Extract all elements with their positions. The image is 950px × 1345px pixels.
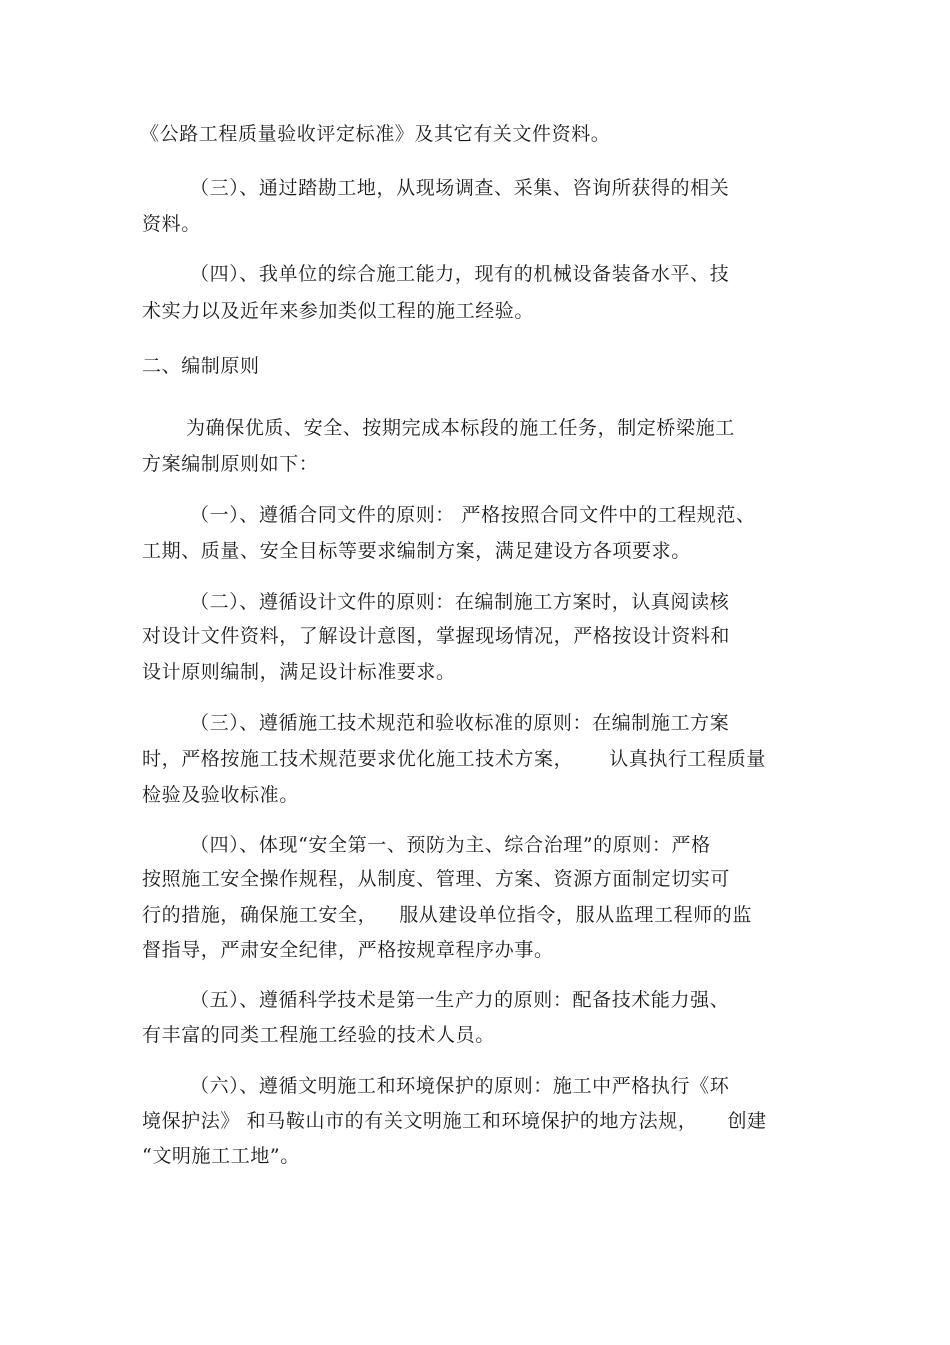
line-text: （四）、我单位的综合施工能力，现有的机械设备装备水平、技 <box>190 263 730 285</box>
line-text-tail: 认真执行工程质量 <box>609 748 767 770</box>
line-text: 为确保优质、安全、按期完成本标段的施工任务，制定桥梁施工 <box>186 417 735 439</box>
paragraph-line <box>190 1074 729 1098</box>
paragraph-line <box>142 938 554 962</box>
line-text: 术实力以及近年来参加类似工程的施工经验。 <box>142 300 535 322</box>
line-text: 行的措施，确保施工安全， <box>142 904 378 926</box>
line-text: “文明施工工地”。 <box>142 1145 300 1167</box>
paragraph-line <box>140 122 610 146</box>
line-text: 《公路工程质量验收评定标准》及其它有关文件资料。 <box>140 123 611 145</box>
paragraph-line <box>190 833 711 857</box>
paragraph-line <box>190 590 729 614</box>
line-text: 督指导，严肃安全纪律，严格按规章程序办事。 <box>142 939 554 961</box>
line-text: （五）、遵循科学技术是第一生产力的原则：配备技术能力强、 <box>190 989 730 1011</box>
line-text: 方案编制原则如下： <box>142 453 319 475</box>
line-text: （二）、遵循设计文件的原则：在编制施工方案时，认真阅读核 <box>190 591 730 613</box>
paragraph-line <box>142 539 691 563</box>
line-text: 工期、质量、安全目标等要求编制方案，满足建设方各项要求。 <box>142 540 691 562</box>
line-text: 有丰富的同类工程施工经验的技术人员。 <box>142 1024 495 1046</box>
line-text: 按照施工安全操作规程，从制度、管理、方案、资源方面制定切实可 <box>142 868 731 890</box>
paragraph-line <box>142 867 730 891</box>
paragraph-line <box>142 903 752 927</box>
paragraph-line <box>190 988 729 1012</box>
line-text: 境保护法》 和马鞍山市的有关文明施工和环境保护的地方法规， <box>142 1110 698 1132</box>
paragraph-line <box>142 660 456 684</box>
heading-text: 二、编制原则 <box>142 355 260 377</box>
paragraph-line <box>142 212 201 236</box>
paragraph-line <box>190 503 756 527</box>
line-text: 检验及验收标准。 <box>142 784 299 806</box>
paragraph-line <box>190 262 729 286</box>
line-text: 对设计文件资料，了解设计意图，掌握现场情况，严格按设计资料和 <box>142 625 731 647</box>
paragraph-line <box>142 783 299 807</box>
line-text: （四）、体现“安全第一、预防为主、综合治理”的原则：严格 <box>190 834 711 856</box>
line-text: （一）、遵循合同文件的原则： 严格按照合同文件中的工程规范、 <box>190 504 756 526</box>
paragraph-line <box>142 299 534 323</box>
paragraph-line <box>190 711 729 735</box>
line-text: 资料。 <box>142 213 201 235</box>
line-text: （三）、通过踏勘工地，从现场调查、采集、咨询所获得的相关 <box>190 177 730 199</box>
line-text-tail: 服从建设单位指令，服从监理工程师的监 <box>399 904 753 926</box>
paragraph-line <box>190 176 729 200</box>
line-text: （六）、遵循文明施工和环境保护的原则：施工中严格执行《环 <box>190 1075 730 1097</box>
section-heading <box>142 354 260 378</box>
paragraph-line <box>142 1023 495 1047</box>
paragraph-line <box>142 747 766 771</box>
line-text: （三）、遵循施工技术规范和验收标准的原则：在编制施工方案 <box>190 712 730 734</box>
line-text: 设计原则编制，满足设计标准要求。 <box>142 661 456 683</box>
paragraph-line <box>142 452 318 476</box>
paragraph-line <box>142 1144 300 1168</box>
paragraph-line <box>142 624 730 648</box>
paragraph-line <box>142 1109 767 1133</box>
line-text-tail: 创建 <box>727 1110 767 1132</box>
paragraph-line <box>186 416 735 440</box>
line-text: 时，严格按施工技术规范要求优化施工技术方案， <box>142 748 574 770</box>
